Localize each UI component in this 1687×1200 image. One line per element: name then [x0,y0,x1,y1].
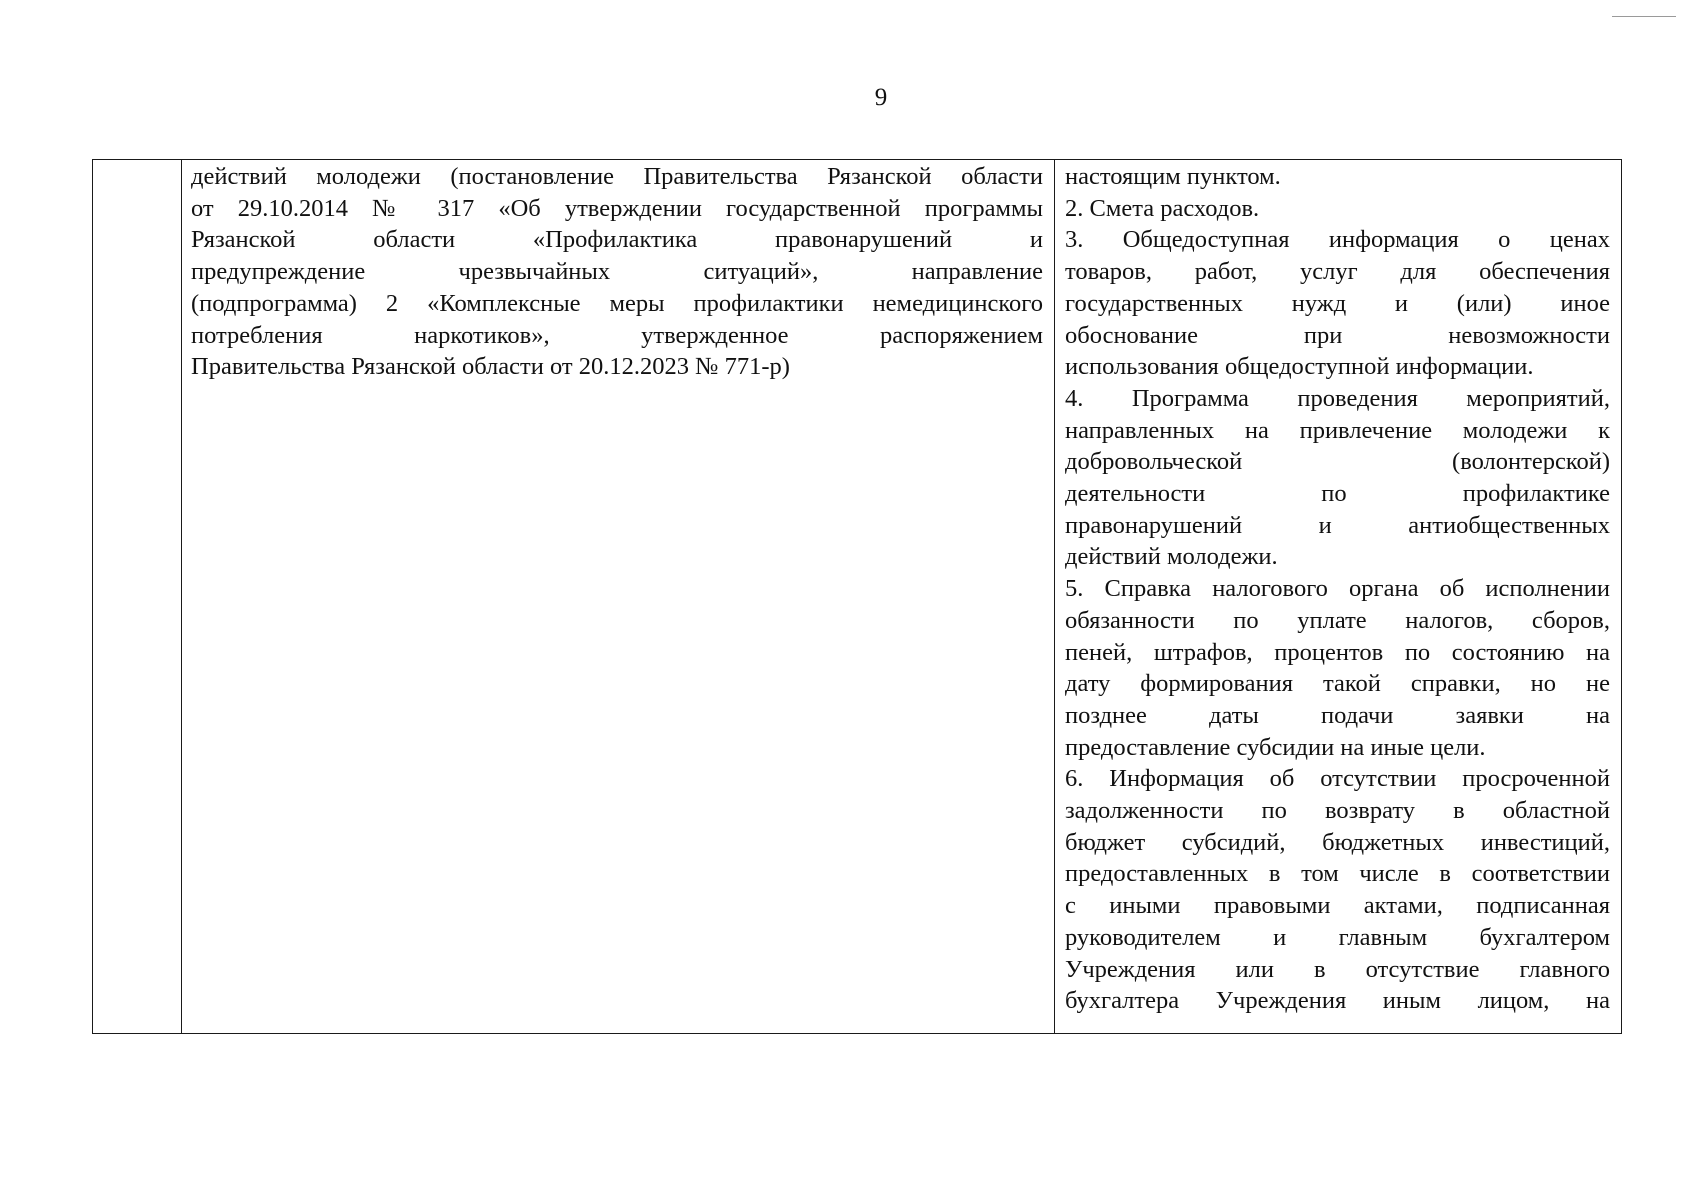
documents-line: дату формирования такой справки, но не [1065,670,1610,698]
description-line: предупреждение чрезвычайных ситуаций», направление [191,258,1043,286]
document-table [92,159,1622,1034]
documents-line: предоставление субсидии на иные цели. [1065,733,1486,761]
documents-line: направленных на привлечение молодежи к [1065,416,1610,444]
documents-line: предоставленных в том числе в соответствии [1065,860,1610,888]
scan-corner-mark [1612,16,1676,17]
documents-line: бухгалтера Учреждения иным лицом, на [1065,987,1610,1015]
documents-line: 4. Программа проведения мероприятий, [1065,384,1610,412]
description-line: потребления наркотиков», утвержденное распоряжением [191,321,1043,349]
documents-line: пеней, штрафов, процентов по состоянию на [1065,638,1610,666]
documents-cell [1055,160,1622,1034]
documents-line: задолженности по возврату в областной [1065,797,1610,825]
description-line: Рязанской области «Профилактика правонарушений и [191,226,1043,254]
row-number-cell [93,160,182,1034]
documents-line: правонарушений и антиобщественных [1065,511,1610,539]
documents-line: действий молодежи. [1065,543,1278,571]
description-line: (подпрограмма) 2 «Комплексные меры профилактики немедицинского [191,289,1043,317]
description-line: действий молодежи (постановление Правительства Рязанской области [191,163,1043,190]
documents-line: добровольческой (волонтерской) [1065,448,1610,476]
documents-line: использования общедоступной информации. [1065,353,1534,381]
documents-line: 6. Информация об отсутствии просроченной [1065,765,1610,793]
documents-line: 2. Смета расходов. [1065,194,1260,222]
documents-line: обязанности по уплате налогов, сборов, [1065,606,1610,634]
documents-line: обоснование при невозможности [1065,321,1610,349]
documents-line: руководителем и главным бухгалтером [1065,923,1610,951]
documents-line: с иными правовыми актами, подписанная [1065,892,1610,920]
documents-line: государственных нужд и (или) иное [1065,289,1610,317]
description-line: от 29.10.2014 № 317 «Об утверждении государственной программы [191,194,1043,222]
description-cell [182,160,1055,1034]
documents-line: 5. Справка налогового органа об исполнении [1065,575,1610,603]
documents-line: деятельности по профилактике [1065,480,1610,508]
documents-line: настоящим пунктом. [1065,163,1281,190]
description-line: Правительства Рязанской области от 20.12.2023 № 771-р) [191,353,790,381]
documents-line: Учреждения или в отсутствие главного [1065,955,1610,983]
documents-line: позднее даты подачи заявки на [1065,701,1610,729]
page-number: 9 [874,84,888,111]
documents-list [1055,160,1621,1017]
documents-line: 3. Общедоступная информация о ценах [1065,226,1610,254]
documents-line: товаров, работ, услуг для обеспечения [1065,258,1610,286]
table-row [93,160,1622,1034]
documents-line: бюджет субсидий, бюджетных инвестиций, [1065,828,1610,856]
description-text [182,160,1054,383]
